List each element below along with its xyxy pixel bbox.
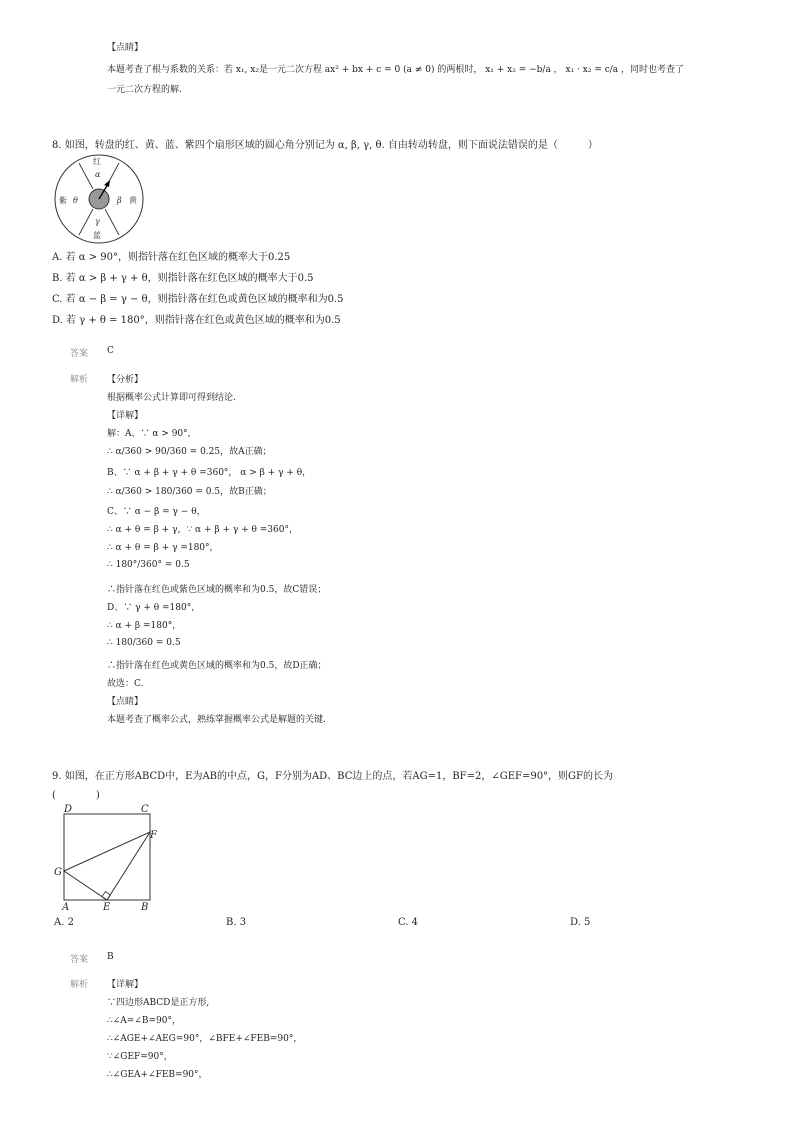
q8-option-c: C. 若 α − β = γ − θ，则指针落在红色或黄色区域的概率和为0.5	[52, 294, 344, 305]
q8-option-a: A. 若 α > 90°，则指针落在红色区域的概率大于0.25	[52, 252, 291, 263]
label-blue: 蓝	[93, 231, 101, 240]
q8-analysis-line: 【分析】	[107, 375, 144, 385]
spinner-divider-3	[79, 209, 93, 235]
q8-analysis-line: C、∵ α − β = γ − θ，	[107, 507, 206, 517]
label-beta: β	[117, 196, 122, 205]
square-abcd	[64, 814, 150, 900]
label-f: F	[150, 830, 157, 841]
q9-option-b: B. 3	[226, 917, 247, 928]
q9-analysis-label: 解析	[70, 980, 89, 990]
q8-answer: C	[107, 346, 114, 356]
q8-analysis-line: 【详解】	[107, 411, 144, 421]
label-b: B	[141, 902, 149, 912]
q8-option-b: B. 若 α > β + γ + θ，则指针落在红色区域的概率大于0.5	[52, 273, 314, 284]
q8-analysis-line: D、∵ γ + θ =180°，	[107, 603, 201, 613]
q9-answer: B	[107, 952, 114, 962]
prev-line-2: 一元二次方程的解.	[107, 85, 182, 95]
label-theta: θ	[73, 196, 78, 205]
q9-option-a: A. 2	[54, 917, 74, 928]
q8-analysis-line: 本题考查了概率公式，熟练掌握概率公式是解题的关键.	[107, 715, 326, 725]
q8-analysis-line: ∴ α + θ = β + γ =180°，	[107, 543, 219, 553]
q8-analysis-line: ∴ 180/360 = 0.5	[107, 638, 181, 648]
q8-option-d: D. 若 γ + θ = 180°，则指针落在红色或黄色区域的概率和为0.5	[52, 315, 341, 326]
q8-analysis-line: 解：A、∵ α > 90°，	[107, 429, 197, 439]
q8-analysis-line: 故选：C.	[107, 679, 144, 689]
q8-analysis-line: B、∵ α + β + γ + θ =360°， α > β + γ + θ，	[107, 468, 312, 478]
q8-analysis-line: 根据概率公式计算即可得到结论.	[107, 393, 236, 403]
label-red: 红	[93, 157, 101, 166]
q8-analysis-line: ∴ α + β =180°，	[107, 621, 182, 631]
label-purple: 紫	[59, 196, 67, 205]
q8-analysis-line: 【点睛】	[107, 697, 144, 707]
label-e: E	[103, 902, 111, 912]
q9-analysis-line: 【详解】	[107, 980, 144, 990]
label-yellow: 黄	[129, 196, 137, 205]
q8-analysis-line: ∴ α/360 > 180/360 = 0.5，故B正确；	[107, 487, 272, 497]
triangle-gef	[64, 832, 150, 900]
q9-option-d: D. 5	[570, 917, 591, 928]
label-a: A	[62, 902, 70, 912]
q9-analysis-line: ∴∠A=∠B=90°，	[107, 1016, 181, 1026]
q9-option-c: C. 4	[398, 917, 419, 928]
q8-analysis-line: ∴ α/360 > 90/360 = 0.25，故A正确；	[107, 447, 272, 457]
q8-analysis-line: ∴ α + θ = β + γ，∵ α + β + γ + θ =360°，	[107, 525, 298, 535]
label-gamma: γ	[95, 217, 100, 226]
prev-line-1: 本题考查了根与系数的关系：若 x₁, x₂是一元二次方程 ax² + bx + c = 0 (a ≠ 0) 的两根时， x₁ + x₂ = −b/a ， x₁ · x₂ = c/a ，同时也考查了	[107, 65, 685, 75]
label-g: G	[54, 867, 62, 878]
q8-stem: 8. 如图，转盘的红、黄、蓝、紫四个扇形区域的圆心角分别记为 α, β, γ, θ. 自由转动转盘，则下面说法错误的是（ ）	[52, 140, 598, 151]
q8-analysis-label: 解析	[70, 375, 89, 385]
q8-analysis-line: ∴指针落在红色或黄色区域的概率和为0.5，故D正确；	[107, 661, 327, 671]
q9-analysis-line: ∵四边形ABCD是正方形,	[107, 998, 210, 1008]
q9-square-figure	[52, 802, 162, 912]
q9-analysis-line: ∴∠GEA+∠FEB=90°，	[107, 1070, 208, 1080]
q9-answer-label: 答案	[70, 955, 89, 965]
q9-analysis-line: ∴∠AGE+∠AEG=90°，∠BFE+∠FEB=90°，	[107, 1034, 303, 1044]
q8-spinner-figure	[52, 154, 152, 244]
label-d: D	[64, 804, 73, 815]
prev-heading: 【点睛】	[107, 43, 144, 53]
q8-answer-label: 答案	[70, 349, 89, 359]
spinner-divider-1	[79, 163, 93, 189]
q9-analysis-line: ∵∠GEF=90°，	[107, 1052, 173, 1062]
label-c: C	[141, 804, 149, 815]
q8-analysis-line: ∴ 180°/360° = 0.5	[107, 560, 190, 570]
spinner-divider-4	[105, 209, 119, 235]
q9-stem: 9. 如图，在正方形ABCD中，E为AB的中点，G，F分别为AD、BC边上的点，若AG=1，BF=2，∠GEF=90°，则GF的长为	[52, 771, 613, 782]
spinner-needle-head	[104, 180, 110, 187]
q9-stem-paren: ( )	[52, 790, 100, 801]
q8-analysis-line: ∴指针落在红色或紫色区域的概率和为0.5，故C错误；	[107, 585, 327, 595]
label-alpha: α	[95, 170, 101, 179]
